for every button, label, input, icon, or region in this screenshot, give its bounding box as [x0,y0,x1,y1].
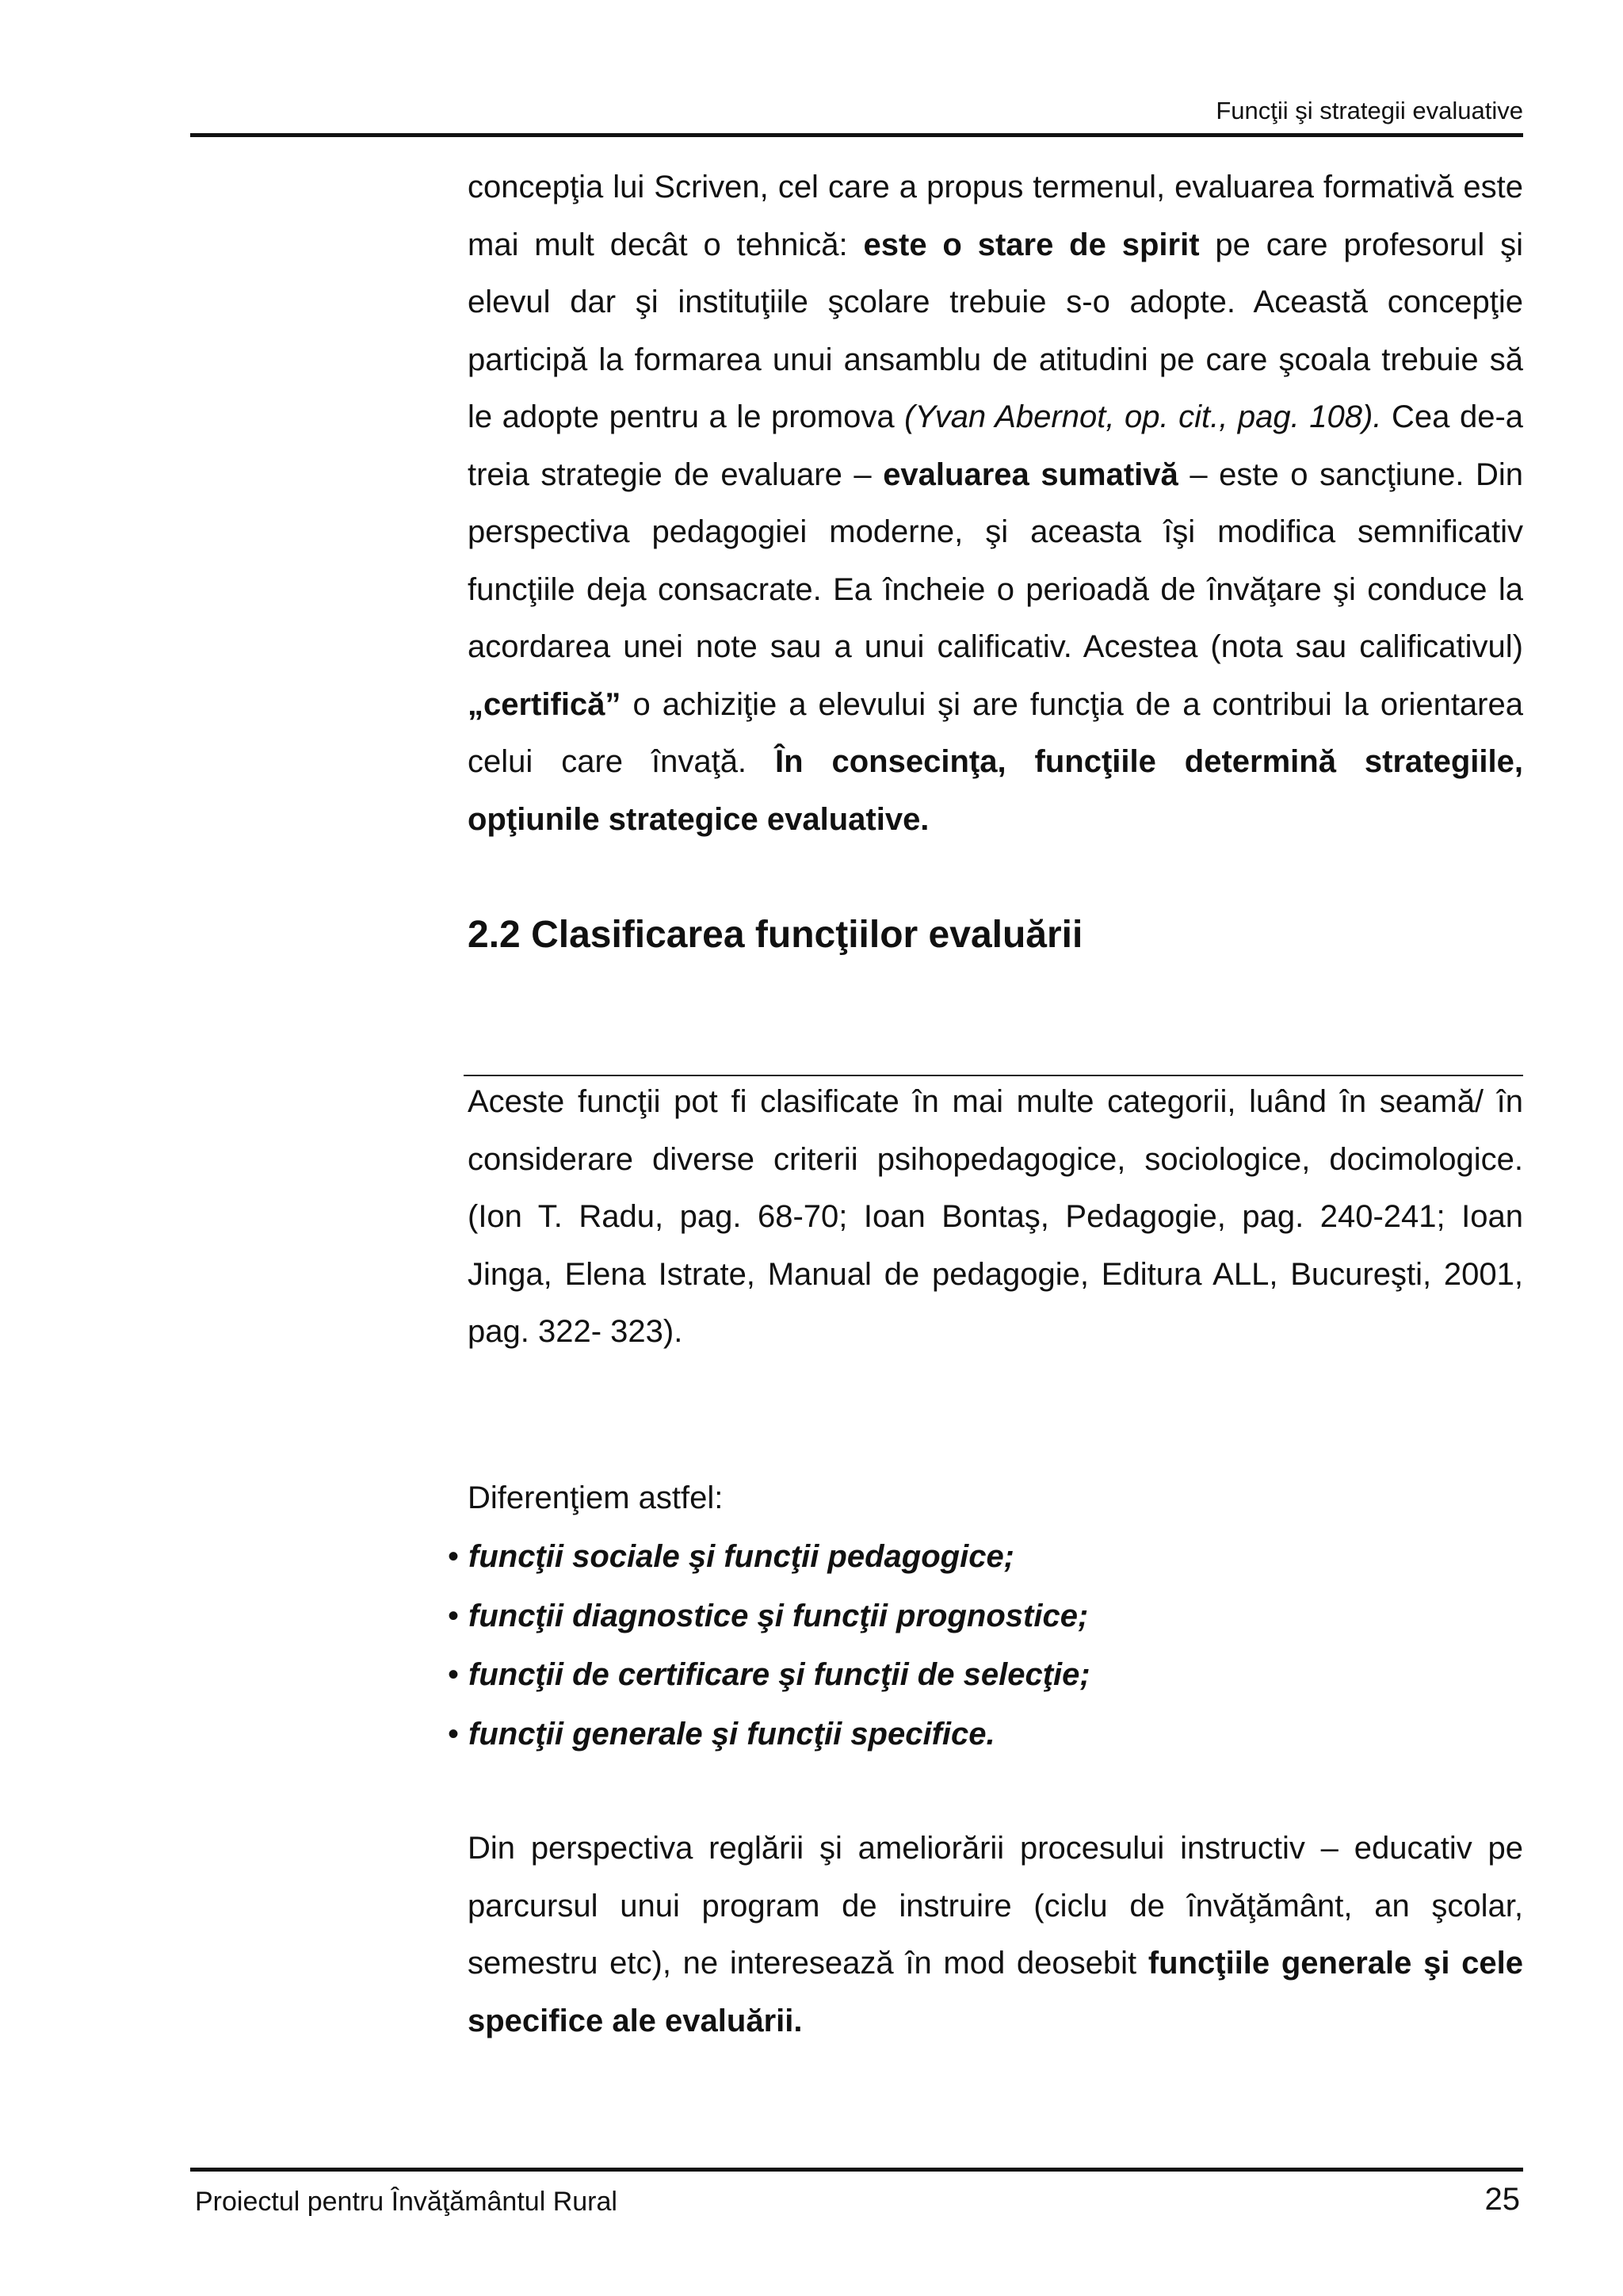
intro-text-4: – este o sancţiune. Din perspectiva pedagogiei moderne, şi aceasta îşi modifica semnificativ funcţiile deja consacrate. Ea încheie o perioadă de învăţare şi conduce la acordarea unei note sau a unui calificativ. Acestea (nota sau calificativul) [468,457,1524,664]
differentiate-intro: Diferenţiem astfel: [468,1480,724,1515]
classification-paragraph: Aceste funcţii pot fi clasificate în mai multe categorii, luând în seamă/ în considerare diverse criterii psihopedagogice, sociologice, docimologice. (Ion T. Radu, pag. 68-70; Ioan Bontaş, Pedagogie, pag. 240-241; Ioan Jinga, Elena Istrate, Manual de pedagogie, Editura ALL, Bucureşti, 2001, pag. 322- 323). [468,1084,1523,1349]
intro-paragraph [468,159,1523,848]
running-title: Funcţii şi strategii evaluative [1216,97,1523,124]
intro-bold-summative: evaluarea sumativă [883,457,1178,492]
section-heading: 2.2 Clasificarea funcţiilor evaluării [468,914,1083,956]
list-item-text: funcţii sociale şi funcţii pedagogice; [468,1539,1015,1574]
intro-text-5: o achiziţie a elevului şi are funcţia de a contribui la orientarea celui care învaţă. [468,686,1523,779]
intro-bold-certifies: „certifică” [468,686,621,722]
list-item [448,1705,1090,1764]
list-item-text: funcţii diagnostice şi funcţii prognostice; [468,1598,1089,1633]
page-header [190,94,1523,137]
list-item-text: funcţii generale şi funcţii specifice. [468,1716,995,1752]
page-number: 25 [1484,2182,1520,2217]
list-item [448,1527,1090,1587]
regulation-bold: funcţiile generale şi cele specifice ale evaluării. [468,1946,1523,2038]
list-item-text: funcţii de certificare şi funcţii de selecţie; [468,1657,1090,1692]
bullet-icon: • [448,1657,460,1692]
intro-text-2: pe care profesorul şi elevul dar şi instituţiile şcolare trebuie s-o adopte. Această concepţie participă la formarea unui ansamblu de atitudini pe care şcoala trebuie să le adopte pentru a le promova [468,227,1524,434]
bullet-icon: • [448,1716,460,1752]
intro-citation: (Yvan Abernot, op. cit., pag. 108). [904,399,1382,434]
intro-bold-conclusion: În consecinţa, funcţiile determină strategiile, opţiunile strategice evaluative. [468,744,1523,837]
intro-text-1: concepţia lui Scriven, cel care a propus termenul, evaluarea formativă este mai mult decât o tehnică: [468,170,1523,262]
regulation-text: Din perspectiva reglării şi ameliorării procesului instructiv – educativ pe parcursul unui program de instruire (ciclu de învăţământ, an şcolar, semestru etc), ne interesează în mod deosebit [468,1831,1523,1981]
function-list [448,1527,1090,1763]
footer-project-name: Proiectul pentru Învăţământul Rural [195,2187,617,2217]
list-item [448,1587,1090,1646]
bullet-icon: • [448,1539,460,1574]
page-footer [190,2168,1523,2217]
intro-bold-state-of-mind: este o stare de spirit [863,227,1200,262]
regulation-paragraph [468,1820,1523,2050]
bullet-icon: • [448,1598,460,1633]
list-item [448,1645,1090,1705]
intro-text-3: Cea de-a treia strategie de evaluare – [468,399,1524,492]
